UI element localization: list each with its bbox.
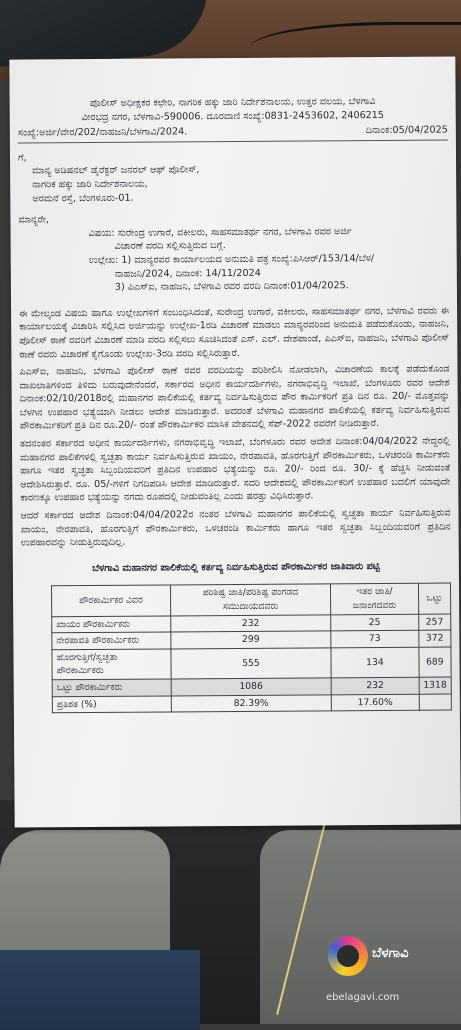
worker-caste-table	[51, 583, 452, 714]
reference-number: ಸಂಖ್ಯೆ:ಅರ್ಜಿ/ವೇರ/202/ನಾಹಜನಿ/ಬೆಳಗಾವಿ/2024.	[17, 126, 188, 139]
reference-3: 3) ಪಿಎಸ್ಐ, ನಾಹಜನಿ, ಬೆಳಗಾವಿ ರವರ ವರದಿ ದಿನಾಂಕ:01/04/2025.	[114, 280, 349, 293]
header-total: ಒಟ್ಟು	[418, 583, 451, 613]
table-row: ಖಾಯಂ ಪೌರಕಾರ್ಮಿಕರು 232 25 257	[52, 614, 451, 633]
header-other-castes: ಇತರ ಜಾತಿ/ಜನಾಂಗದವರು	[331, 584, 419, 615]
table-header-row	[52, 583, 451, 616]
salutation: ಮಾನ್ಯರೇ,	[18, 214, 49, 226]
header-worker-details: ಪೌರಕಾರ್ಮಿಕರ ವಿವರ	[52, 585, 171, 616]
paragraph-2: ಪಿಎಸ್ಐ, ನಾಹಜನಿ, ಬೆಳಗಾವಿ ಪೊಲೀಸ್ ಠಾಣೆ ರವರ ವರದಿಯನ್ನು ಪರಿಶೀಲಿಸಿ ನೋಡಲಾಗಿ, ವಿಚಾರಣೆಯ ಕಾಲಕ್ಕೆ ಪಡೆದುಕೊಂಡ ದಾಖಲಾತಿಗಳಿಂದ ತಿಳಿದು ಬರುವುದೇನೆಂದರೆ, ಸರ್ಕಾರದ ಅಧೀನ ಕಾರ್ಯದರ್ಶಿಗಳು, ನಗರಾಭಿವೃದ್ಧಿ ಇಲಾಖೆ, ಬೆಂಗಳೂರು ರವರ ಆದೇಶ ದಿನಾಂಕ:02/10/2018ರಲ್ಲಿ ಮಹಾನಗರ ಪಾಲಿಕೆಯಲ್ಲಿ ಕರ್ತವ್ಯ ನಿರ್ವಹಿಸುತ್ತಿರುವ ಪೌರ ಕಾರ್ಮಿಕರಿಗೆ ಪ್ರತಿ ದಿನ ರೂ. 20/- ಮೊತ್ತವನ್ನು ಬೆಳಗಿನ ಉಪಹಾರ ಭತ್ಯೆಯಾಗಿ ನೀಡಲು ಆದೇಶ ಮಾಡಿರುತ್ತಾರೆ. ಅದರಂತೆ ಬೆಳಗಾವಿ ಮಹಾನಗರ ಪಾಲಿಕೆಯಲ್ಲಿ ಕರ್ತವ್ಯ ನಿರ್ವಹಿಸುತ್ತಿರುವ ಪೌರಕಾರ್ಮಿಕರಿಗೆ ಪ್ರತಿ ದಿನ ರೂ.20/- ರಂತೆ ಪೌರಕಾರ್ಮಿಕರ ಮಾಸಿಕ ವೇತನದಲ್ಲಿ ಸೆಪ್-2022 ರವರೆಗೆ ನೀಡಿರುತ್ತಾರೆ.	[19, 363, 450, 432]
paragraph-1: ಈ ಮೇಲ್ಕಂಡ ವಿಷಯ ಹಾಗೂ ಉಲ್ಲೇಖಗಳಿಗೆ ಸಂಬಂಧಿಸಿದಂತೆ, ಸುರೇಂದ್ರ ಉಗಾರೆ, ವಕೀಲರು, ಸಾಹಸಮಾತರ್ಥ ನಗರ, ಬೆಳಗಾವಿ ರವರು ಈ ಕಾರ್ಯಾಲಯಕ್ಕೆ ವಿಚಾರಿಸಿ ಸಲ್ಲಿಸಿದ ಅರ್ಜಿಯನ್ನು ಉಲ್ಲೇಖ-1ರಡಿ ವಿಚಾರಣೆ ಮಾಡಲು ಮಾನ್ಯರವರಿಂದ ಅನುಮತಿ ಪಡೆದುಕೊಂಡು, ನಾಹಜನಿ, ಪೊಲೀಸ್ ಠಾಣೆ ರವರಿಗೆ ವಿಚಾರಣೆ ಮಾಡಿ ವರದಿ ಸಲ್ಲಿಸಲು ಸೂಚಿಸಿದಂತೆ ಎಸ್. ಎಲ್. ದೇಶಪಾಂಡೆ, ಪಿಎಸ್ಐ, ನಾಹಜನಿ, ಬೆಳಗಾವಿ ಪೊಲೀಸ್ ಠಾಣೆ ರವರು ವಿಚಾರಣೆ ಕೈಗೊಂಡು ಉಲ್ಲೇಖ-3ರಡಿ ವರದಿ ಸಲ್ಲಿಸಿರುತ್ತಾರೆ.	[19, 305, 450, 361]
header-sc-st: ಪರಿಶಿಷ್ಟ ಜಾತಿ/ಪರಿಶಿಷ್ಟ ಪಂಗಡದ ಸಮುದಾಯದವರು	[170, 584, 331, 615]
logo-ring-icon	[328, 936, 368, 976]
paragraph-3: ತದನಂತರ ಸರ್ಕಾರದ ಅಧೀನ ಕಾರ್ಯದರ್ಶಿಗಳು, ನಗರಾಭಿವೃದ್ಧಿ ಇಲಾಖೆ, ಬೆಂಗಳೂರು ರವರ ಆದೇಶ ದಿನಾಂಕ:04/04/2022 ನೇದ್ದರಲ್ಲಿ ಮಹಾನಗರ ಪಾಲಿಕೆಗಳಲ್ಲಿ ಸ್ವಚ್ಛತಾ ಕಾರ್ಯ ನಿರ್ವಹಿಸುತ್ತಿರುವ ಖಾಯಂ, ನೇರಪಾವತಿ, ಹೊರಗುತ್ತಿಗೆ ಪೌರಕಾರ್ಮಿಕರು, ಒಳಚರಂಡಿ ಕಾರ್ಮಿಕರು ಹಾಗೂ ಇತರ ಸ್ವಚ್ಛತಾ ಸಿಬ್ಬಂದಿಯವರಿಗೆ ಪ್ರತಿದಿನ ಉಪಹಾರ ಭತ್ಯೆಯನ್ನು ರೂ. 20/- ರಿಂದ ರೂ. 30/- ಕ್ಕೆ ಹೆಚ್ಚಿಸಿ ನೀಡುವಂತೆ ಆದೇಶಿಸಿರುತ್ತಾರೆ. ರೂ. 05/-ಗಳಿಗೆ ನಿಗದಿಪಡಿಸಿ ಆದೇಶ ಮಾಡಿರುತ್ತಾರೆ. ಸದರಿ ಆದೇಶದಲ್ಲಿ ಪೌರಕಾರ್ಮಿಕರಿಗೆ ಉಪಹಾರ ಬದಲಿಗೆ ಯಾವುದೇ ಕಾರಣಕ್ಕೂ ಉಪಹಾರ ಭತ್ಯೆಯನ್ನು ನಗದು ರೂಪದಲ್ಲಿ ನೀಡುವಂತಿಲ್ಲ ಎಂದು ಷರತ್ತು ವಿಧಿಸಿರುತ್ತಾರೆ.	[19, 435, 451, 504]
table-row: ಹೊರಗುತ್ತಿಗೆ/ಸ್ವಚ್ಛತಾ ಪೌರಕಾರ್ಮಿಕರು 555 134 689	[52, 647, 451, 680]
table-row: ನೇರಪಾವತಿ ಪೌರಕಾರ್ಮಿಕರು 299 73 372	[52, 630, 451, 649]
subject-line-2: ವಿಚಾರಣೆ ವರದಿ ಸಲ್ಲಿಸುತ್ತಿರುವ ಬಗ್ಗೆ.	[114, 240, 226, 253]
watermark-logo	[322, 934, 452, 1014]
recipient-line-2: ನಾಗರಿಕ ಹಕ್ಕು ಜಾರಿ ನಿರ್ದೇಶನಾಲಯ,	[32, 178, 148, 191]
reference-1a: ಉಲ್ಲೇಖ: 1) ಮಾನ್ಯರವರ ಕಾರ್ಯಾಲಯದ ಅನುಮತಿ ಪತ್ರ ಸಂಖ್ಯೆ:ಪಿಸಿಆರ್/153/14/ಬೆಳ/	[88, 252, 375, 266]
paragraph-4: ಆದರೆ ಸರ್ಕಾರದ ಆದೇಶ ದಿನಾಂಕ:04/04/2022ರ ನಂತರ ಬೆಳಗಾವಿ ಮಹಾನಗರ ಪಾಲಿಕೆಯಲ್ಲಿ ಸ್ವಚ್ಛತಾ ಕಾರ್ಯ ನಿರ್ವಹಿಸುತ್ತಿರುವ ಖಾಯಂ, ನೇರಪಾವತಿ, ಹೊರಗುತ್ತಿಗೆ ಪೌರಕಾರ್ಮಿಕರು, ಒಳಚರಂಡಿ ಕಾರ್ಮಿಕರು ಹಾಗೂ ಇತರ ಸ್ವಚ್ಛತಾ ಸಿಬ್ಬಂದಿಯವರಿಗೆ ಪ್ರತಿದಿನ ಉಪಹಾರವನ್ನು ನೀಡುತ್ತಿರುವುದಿಲ್ಲ.	[20, 507, 451, 549]
table-row-percentage: ಪ್ರತಿಶತ (%) 82.39% 17.60%	[52, 694, 451, 713]
logo-brand-text: ಬೆಳಗಾವಿ	[372, 946, 409, 961]
table-row-total: ಒಟ್ಟು ಪೌರಕಾರ್ಮಿಕರು 1086 232 1318	[52, 677, 451, 696]
office-heading: ಪೊಲೀಸ್ ಅಧೀಕ್ಷಕರ ಕಛೇರಿ, ನಾಗರಿಕ ಹಕ್ಕು ಜಾರಿ ನಿರ್ದೇಶನಾಲಯ, ಉತ್ತರ ವಲಯ, ಬೆಳಗಾವಿ	[89, 96, 376, 110]
recipient-to: ಗೆ,	[17, 152, 27, 164]
document-content	[18, 95, 452, 714]
subject-line-1: ವಿಷಯ: ಸುರೇಂದ್ರ ಉಗಾರೆ, ವಕೀಲರು, ಸಾಹಸಮಾತರ್ಥ ನಗರ, ಬೆಳಗಾವಿ ರವರ ಅರ್ಜಿ	[88, 225, 352, 239]
reference-row	[18, 124, 448, 141]
letter-date: ದಿನಾಂಕ:05/04/2025	[365, 124, 448, 137]
reference-1b: ನಾಹಜನಿ/2024, ದಿನಾಂಕ: 14/11/2024	[114, 267, 261, 280]
recipient-line-1: ಮಾನ್ಯ ಅಡಿಷನಲ್ ಡೈರೆಕ್ಟರ್ ಜನರಲ್ ಆಫ್ ಪೊಲೀಸ್,	[32, 164, 200, 177]
logo-url-text: ebelagavi.com	[326, 992, 400, 1003]
recipient-line-3: ಅರಮನೆ ರಸ್ತೆ, ಬೆಂಗಳೂರು-01.	[32, 192, 134, 204]
office-address: ವೀರಭದ್ರ ನಗರ, ಬೆಳಗಾವಿ-590006. ದೂರವಾಣಿ ಸಂಖ್ಯೆ:0831-2453602, 2406215	[81, 109, 385, 123]
table-title: ಬೆಳಗಾವಿ ಮಹಾನಗರ ಪಾಲಿಕೆಯಲ್ಲಿ ಕರ್ತವ್ಯ ನಿರ್ವಹಿಸುತ್ತಿರುವ ಪೌರಕಾರ್ಮಿಕರ ಜಾತಿವಾರು ಪಟ್ಟಿ	[92, 560, 380, 574]
jeans-fabric	[0, 950, 200, 1030]
document-sheet	[9, 56, 460, 827]
